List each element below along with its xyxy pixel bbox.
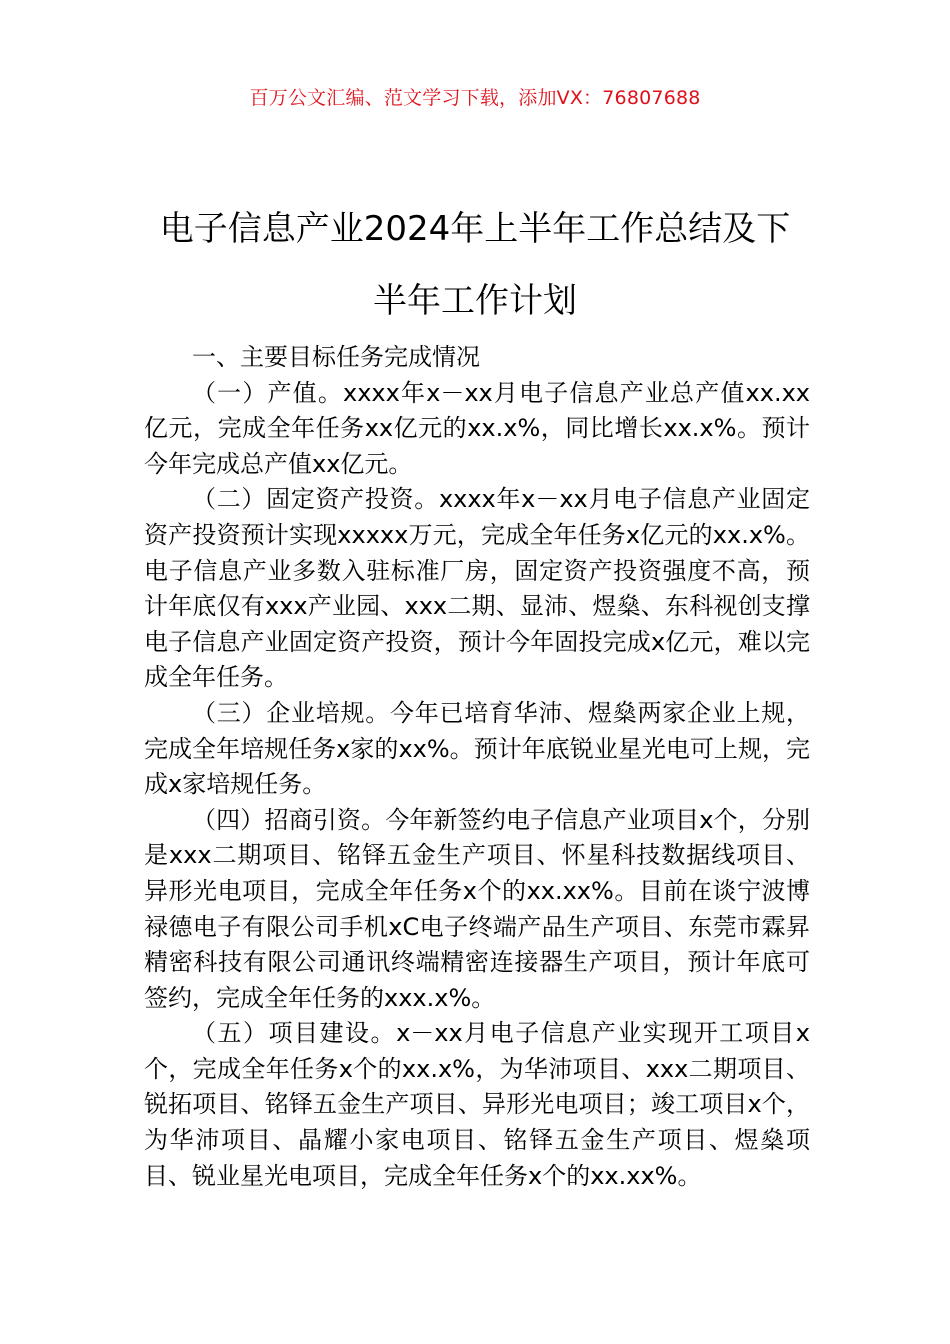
section-heading: 一、主要目标任务完成情况 [192, 343, 480, 371]
title-line-1: 电子信息产业2024年上半年工作总结及下 [159, 208, 791, 249]
paragraph-fixed-asset-investment: （二）固定资产投资。xxxx年x－xx月电子信息产业固定资产投资预计实现xxxxx万元，完成全年任务x亿元的xx.x%。电子信息产业多数入驻标准厂房，固定资产投资强度不高，预计年底仅有xxx产业园、xxx二期、显沛、煜燊、东科视创支撑电子信息产业固定资产投资，预计今年固投完成x亿元，难以完成全年任务。 [144, 485, 810, 692]
document-body [144, 340, 810, 1194]
paragraph-output-value: （一）产值。xxxx年x－xx月电子信息产业总产值xx.xx亿元，完成全年任务xx亿元的xx.x%，同比增长xx.x%。预计今年完成总产值xx亿元。 [144, 378, 810, 478]
paragraph-project-construction: （五）项目建设。x－xx月电子信息产业实现开工项目x个，完成全年任务x个的xx.x%，为华沛项目、xxx二期项目、锐拓项目、铭铎五金生产项目、异形光电项目；竣工项目x个，为华沛项目、晶耀小家电项目、铭铎五金生产项目、煜燊项目、锐业星光电项目，完成全年任务x个的xx.xx%。 [144, 1019, 810, 1190]
paragraph-enterprise-cultivation: （三）企业培规。今年已培育华沛、煜燊两家企业上规，完成全年培规任务x家的xx%。预计年底锐业星光电可上规，完成x家培规任务。 [144, 698, 810, 799]
watermark-text: 百万公文汇编、范文学习下载，添加VX：76807688 [249, 87, 701, 109]
paragraph-investment-attraction: （四）招商引资。今年新签约电子信息产业项目x个，分别是xxx二期项目、铭铎五金生产项目、怀星科技数据线项目、异形光电项目，完成全年任务x个的xx.xx%。目前在谈宁波博禄德电子有限公司手机xC电子终端产品生产项目、东莞市霖昇精密科技有限公司通讯终端精密连接器生产项目，预计年底可签约，完成全年任务的xxx.x%。 [144, 805, 810, 1012]
document-title [130, 193, 820, 337]
title-line-2: 半年工作计划 [373, 280, 577, 321]
